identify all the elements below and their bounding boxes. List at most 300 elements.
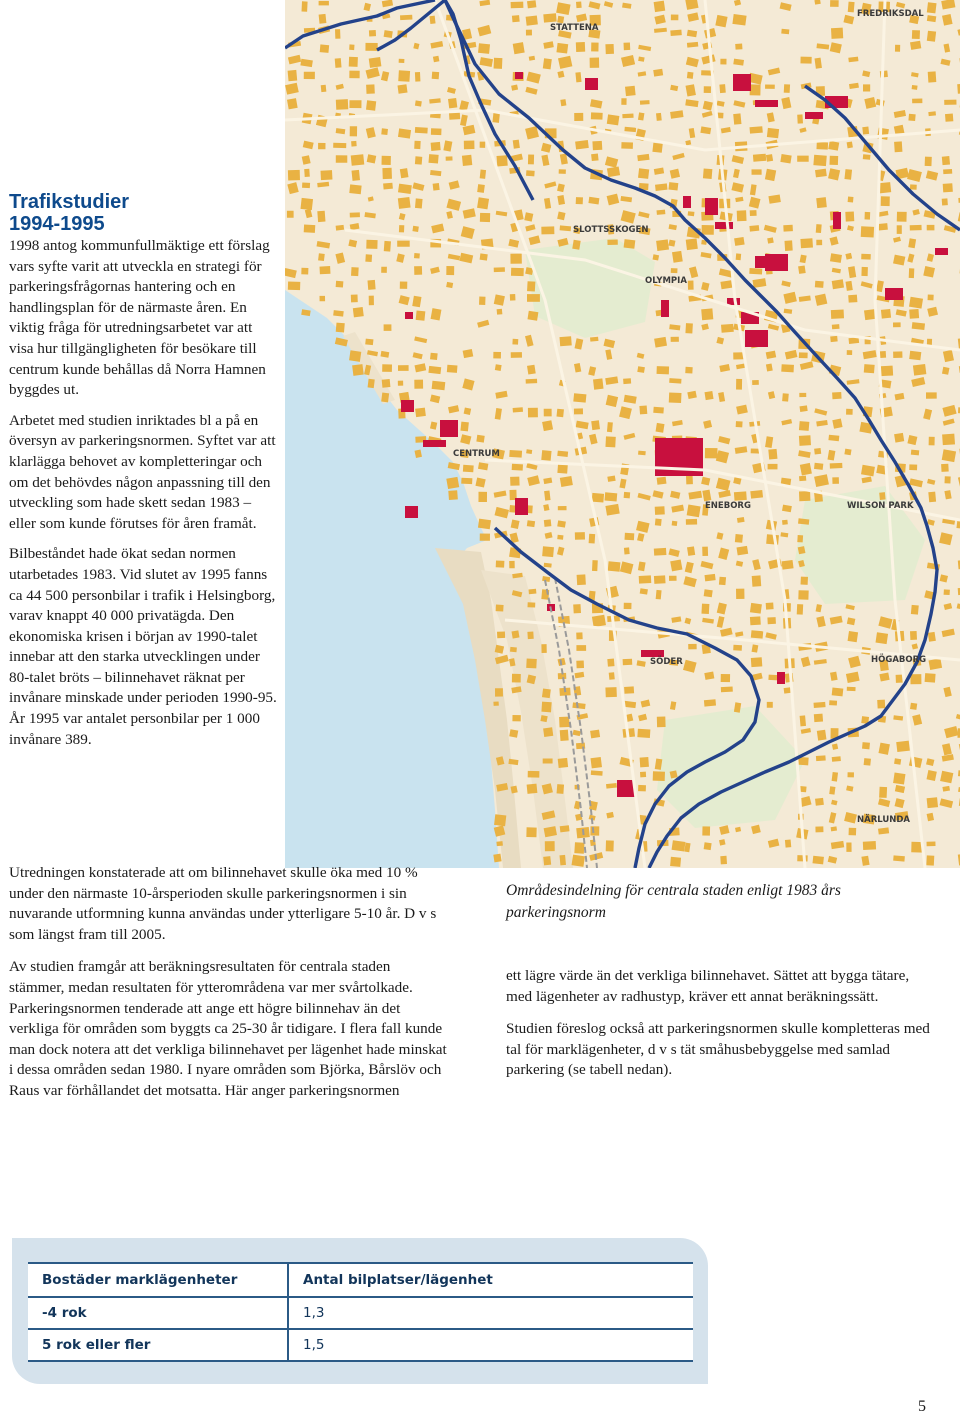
map-block (592, 615, 606, 627)
map-block (624, 492, 631, 498)
map-block (607, 114, 620, 125)
map-block (608, 561, 621, 571)
map-block (367, 154, 377, 163)
map-block (800, 405, 808, 412)
map-block (333, 310, 344, 317)
map-block (541, 450, 551, 461)
map-block (497, 155, 508, 166)
map-block (828, 435, 839, 442)
map-public-building (765, 254, 788, 271)
table-row (28, 1297, 693, 1329)
map-block (365, 43, 377, 51)
map-block (349, 350, 361, 362)
map-block (448, 490, 458, 500)
map-block (830, 253, 842, 263)
map-block (766, 603, 774, 610)
map-block (448, 98, 457, 108)
map-block (656, 113, 662, 121)
map-block (513, 140, 520, 149)
table-cell-dwelling-type: -4 rok (28, 1297, 288, 1329)
map-block (590, 337, 598, 342)
map-block (687, 546, 695, 556)
map-block (863, 84, 870, 91)
map-block (352, 364, 364, 376)
map-block (415, 100, 422, 106)
map-block (797, 535, 803, 542)
map-block (782, 393, 789, 401)
map-block (704, 589, 713, 597)
map-block (785, 240, 793, 251)
map-block (909, 464, 917, 470)
map-block (654, 337, 667, 348)
map-block (720, 856, 727, 865)
map-block (573, 393, 586, 402)
map-block (945, 114, 953, 122)
map-block (382, 168, 392, 179)
map-block (349, 71, 359, 79)
map-block (621, 98, 626, 105)
map-block (542, 420, 553, 431)
map-block (767, 237, 774, 243)
map-block (513, 42, 525, 54)
map-block (288, 170, 300, 181)
map-block (398, 184, 412, 194)
map-public-building (661, 300, 669, 317)
map-block (832, 756, 841, 762)
map-block (801, 577, 808, 585)
map-block (398, 381, 403, 386)
map-block (785, 839, 791, 847)
map-block (846, 842, 851, 851)
map-block (767, 617, 776, 624)
map-block (637, 729, 650, 738)
map-block (736, 253, 742, 260)
map-public-building (885, 288, 903, 300)
map-block (751, 657, 763, 667)
map-block (942, 434, 955, 446)
map-block (351, 294, 358, 302)
map-block (544, 519, 552, 527)
wide-text-block (9, 863, 449, 1114)
map-block (462, 155, 472, 166)
map-block (383, 183, 393, 190)
map-block (672, 521, 678, 526)
map-public-building (405, 312, 413, 319)
map-public-building (777, 672, 785, 684)
map-block (782, 520, 788, 525)
map-block (781, 364, 794, 372)
map-block (350, 212, 360, 217)
map-block (478, 43, 490, 54)
section-heading (9, 191, 279, 235)
map-block (669, 393, 682, 404)
map-block (895, 45, 900, 52)
map-block (928, 632, 936, 642)
map-block (336, 281, 344, 288)
map-block (540, 715, 547, 722)
map-block (912, 30, 920, 39)
map-block (624, 603, 632, 609)
map-block (701, 604, 709, 614)
map-block (829, 156, 838, 165)
map-block (428, 366, 441, 374)
map-block (800, 238, 813, 248)
map-block (640, 588, 648, 594)
map-block (431, 142, 441, 151)
map-block (668, 240, 675, 247)
map-block (896, 741, 910, 752)
map-block (576, 197, 583, 204)
map-block (609, 672, 615, 680)
map-block (301, 268, 308, 275)
map-block (541, 226, 554, 234)
map-block (768, 464, 778, 470)
map-block (767, 702, 773, 708)
map-public-building (683, 196, 691, 208)
map-block (943, 183, 953, 192)
map-block (881, 366, 894, 377)
map-block (911, 450, 919, 456)
map-block (449, 112, 460, 120)
map-block (494, 294, 505, 305)
map-block (715, 15, 727, 28)
map-label-soder: SÖDER (650, 657, 683, 667)
map-block (412, 226, 418, 232)
map-block (737, 546, 749, 556)
table-header-dwellings: Bostäder marklägenheter (28, 1263, 288, 1297)
map-block (672, 251, 683, 263)
map-block (479, 297, 485, 305)
map-block (813, 155, 826, 166)
map-block (752, 380, 759, 385)
map-block (605, 44, 614, 54)
map-block (366, 240, 377, 249)
map-block (433, 183, 440, 191)
map-block (414, 380, 423, 389)
map-block (381, 128, 388, 135)
map-block (384, 324, 392, 331)
map-block (942, 367, 950, 375)
map-block (560, 336, 572, 346)
map-block (369, 30, 376, 36)
map-block (512, 630, 520, 638)
map-block (510, 477, 520, 486)
map-block (766, 154, 773, 162)
map-block (687, 505, 701, 518)
map-block (798, 546, 806, 554)
map-block (336, 225, 344, 231)
map-block (335, 58, 342, 68)
map-block (928, 492, 936, 503)
map-block (928, 295, 934, 301)
table-cell-dwelling-type: 5 rok eller fler (28, 1329, 288, 1361)
map-block (431, 128, 442, 135)
map-block (702, 547, 708, 556)
map-label-stattena: STATTENA (550, 23, 599, 33)
map-block (655, 519, 662, 526)
map-block (382, 379, 391, 388)
map-block (592, 493, 604, 503)
map-block (496, 841, 503, 846)
wide-paragraph-1: Utredningen konstaterade att om bilinnehavet skulle öka med 10 % under den närmaste 10-årsperioden skulle parkeringsnormen i sin nuvarande utformning kunna användas under ytterligare 5-10 år. D v s som längst fram till 2005. (9, 864, 437, 943)
map-block (863, 154, 871, 160)
map-block (513, 407, 523, 412)
map-block (830, 463, 843, 469)
map-public-building (515, 498, 528, 515)
map-block (910, 631, 917, 640)
map-block (923, 266, 935, 278)
map-block (704, 699, 716, 706)
map-block (944, 589, 950, 595)
map-block (575, 72, 581, 82)
map-block (849, 828, 857, 836)
map-block (733, 113, 741, 124)
map-block (816, 240, 822, 245)
map-block (848, 631, 859, 642)
map-block (464, 140, 475, 149)
heading-line-2: 1994-1995 (9, 213, 105, 235)
map-block (512, 464, 523, 471)
map-block (321, 85, 327, 92)
map-block (765, 169, 776, 181)
map-block (831, 309, 844, 318)
map-block (832, 477, 839, 484)
map-block (830, 0, 839, 7)
map-public-building (401, 400, 414, 412)
map-block (336, 99, 348, 110)
map-block (848, 2, 855, 13)
map-block (686, 238, 698, 250)
map-block (318, 253, 325, 261)
map-block (512, 339, 518, 345)
map-block (511, 352, 522, 358)
map-block (512, 674, 521, 683)
map-block (750, 210, 757, 216)
map-block (381, 267, 387, 273)
map-block (605, 504, 619, 516)
map-caption: Områdesindelning för centrala staden enligt 1983 års parkeringsnorm (506, 882, 841, 921)
map-block (287, 98, 298, 109)
map-block (656, 239, 669, 251)
map-block (799, 421, 809, 431)
map-block (365, 254, 372, 262)
map-block (607, 422, 613, 432)
left-column (9, 236, 277, 760)
map-block (414, 141, 421, 149)
map-block (640, 757, 649, 767)
map-block (543, 13, 556, 22)
map-graphic (285, 0, 960, 868)
map-block (817, 730, 827, 741)
map-block (589, 534, 596, 544)
map-block (526, 659, 537, 669)
map-block (575, 532, 585, 540)
map-block (815, 826, 823, 832)
map-block (428, 154, 438, 163)
map-block (861, 465, 875, 477)
map-block (399, 225, 404, 232)
map-block (480, 534, 490, 541)
map-block (846, 409, 853, 415)
map-block (623, 659, 633, 665)
map-block (671, 268, 678, 273)
map-block (908, 114, 915, 121)
map-public-building (805, 112, 823, 119)
map-block (812, 856, 823, 865)
map-block (654, 575, 666, 584)
map-block (400, 15, 412, 20)
map-block (560, 825, 570, 832)
map-block (607, 240, 617, 245)
map-block (669, 378, 681, 383)
map-block (398, 84, 408, 93)
map-block (605, 492, 618, 501)
map-public-building (617, 780, 635, 797)
map-block (494, 814, 506, 826)
map-block (493, 854, 501, 863)
map-block (911, 605, 919, 615)
map-block (652, 143, 662, 153)
map-block (544, 490, 550, 500)
map-block (526, 449, 532, 454)
map-block (799, 352, 808, 358)
map-block (844, 169, 852, 180)
map-public-building (641, 650, 664, 657)
map-block (300, 198, 313, 210)
map-block (912, 85, 918, 90)
map-block (543, 759, 553, 764)
map-block (832, 744, 838, 750)
map-block (816, 224, 822, 233)
map-block (878, 223, 888, 230)
map-block (574, 408, 583, 414)
map-block (590, 826, 599, 835)
map-block (336, 323, 345, 333)
map-block (799, 393, 806, 397)
map-public-building (755, 100, 778, 107)
map-block (910, 703, 917, 710)
map-block (545, 841, 555, 851)
map-block (816, 142, 828, 150)
map-block (528, 408, 538, 418)
map-block (749, 268, 762, 275)
map-block (560, 476, 573, 487)
map-block (512, 715, 520, 721)
map-block (640, 772, 646, 778)
map-block (942, 449, 956, 462)
map-block (351, 154, 365, 166)
map-block (864, 758, 871, 766)
map-block (476, 435, 484, 443)
map-block (526, 15, 538, 25)
map-block (381, 393, 389, 403)
map-block (798, 265, 806, 273)
map-block (797, 156, 809, 162)
map-block (737, 210, 747, 221)
map-block (894, 758, 901, 764)
table-cell-spaces: 1,5 (288, 1329, 693, 1361)
map-block (814, 714, 823, 722)
map-block (782, 560, 794, 570)
map-block (926, 855, 934, 865)
map-public-building (745, 330, 768, 347)
map-block (893, 351, 902, 358)
table-header-row (28, 1263, 693, 1297)
map-block (893, 773, 905, 785)
map-block (527, 365, 536, 375)
map-block (736, 589, 744, 599)
map-block (432, 381, 446, 391)
map-block (657, 210, 666, 215)
map-block (509, 729, 518, 737)
map-block (877, 700, 885, 709)
map-block (797, 855, 807, 861)
map-block (945, 476, 951, 483)
map-block (847, 142, 853, 149)
map-block (511, 268, 524, 276)
map-block (797, 114, 803, 123)
map-block (927, 31, 936, 42)
map-block (352, 170, 361, 181)
map-block (527, 784, 538, 794)
map-block (702, 826, 710, 835)
map-block (943, 169, 952, 174)
map-block (831, 28, 843, 39)
map-block (541, 644, 546, 653)
map-block (541, 702, 551, 713)
map-block (397, 241, 410, 247)
map-block (542, 546, 554, 557)
map-public-building (833, 212, 841, 229)
map-block (415, 408, 426, 418)
map-block (559, 717, 569, 728)
map-block (464, 408, 472, 415)
map-block (556, 409, 563, 418)
map-block (942, 156, 950, 165)
map-block (704, 86, 711, 93)
parking-norm-table (28, 1262, 693, 1362)
map-block (349, 184, 361, 194)
map-block (576, 645, 586, 651)
wide-paragraph-2: Av studien framgår att beräkningsresultaten för centrala staden stämmer, medan resultaten för ytterområdena var mer svårtolkade. Parkeringsnormen tenderade att ange ett högre bilinnehav än det verkliga för områden som byggts ca 25-30 år tidigare. I flera fall kunde man dock notera att det verkliga bilinnehavet per lägenhet hade minskat i dessa områden sedan 1980. I nyare områden som Björka, Bårslöv och Raus var förhållandet det motsatta. Här anger parkeringsnormen (9, 958, 447, 1099)
map-block (369, 296, 374, 306)
map-block (865, 212, 871, 220)
map-block (640, 100, 650, 105)
map-block (657, 366, 670, 374)
map-block (527, 0, 536, 8)
map-block (560, 225, 571, 231)
map-block (768, 449, 777, 460)
map-block (321, 170, 333, 180)
map-block (368, 280, 376, 290)
map-block (704, 842, 712, 850)
map-block (897, 225, 902, 234)
map-block (398, 128, 411, 138)
map-block (304, 72, 315, 79)
map-block (736, 421, 743, 427)
map-block (543, 856, 551, 865)
map-block (926, 392, 937, 398)
map-block (845, 211, 854, 221)
map-block (333, 143, 346, 148)
map-block (877, 128, 889, 140)
map-block (477, 197, 489, 209)
map-block (655, 183, 668, 191)
map-block (752, 169, 762, 174)
map-block (750, 84, 761, 95)
map-block (368, 379, 375, 388)
map-block (749, 225, 759, 231)
